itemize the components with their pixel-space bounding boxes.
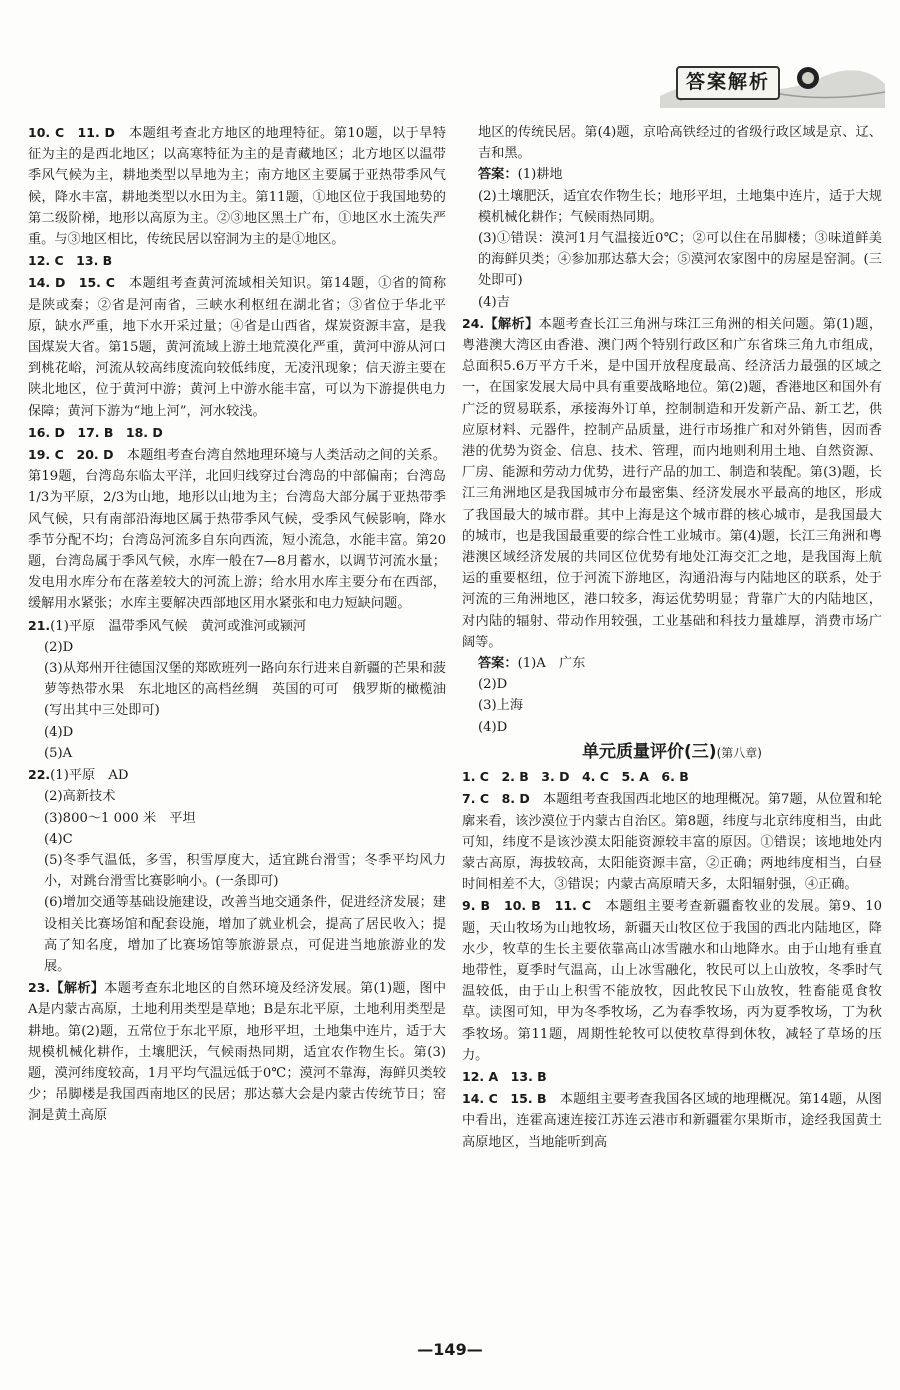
answer-paragraph: [462, 186, 882, 228]
answer-text: 本题考查东北地区的自然环境及经济发展。第(1)题，图中A是内蒙古高原，土地利用类型是草地；B是东北平原，土地利用类型是耕地。第(2)题，五常位于东北平原，地形平坦，土地集中连片，适于大规模机械化耕作，土壤肥沃，气候雨热同期，适宜农作物生长。第(3)题，漠河纬度较高，1月平均气温远低于0℃；漠河不靠海，海鲜贝类较少；吊脚楼是我国西南地区的民居；那达慕大会是内蒙古传统节日；窑洞是黄土高原: [28, 981, 447, 1124]
answer-text: (3)从郑州开往德国汉堡的郑欧班列一路向东行进来自新疆的芒果和菠萝等热带水果 东北地区的高档丝绸 英国的可可 俄罗斯的橄榄油(写出其中三处即可): [44, 661, 446, 719]
question-number: 22.: [28, 767, 51, 783]
answer-paragraph: [28, 637, 446, 658]
answer-text: (4)C: [44, 831, 73, 847]
answer-text: (3)800～1 000 米 平坦: [44, 810, 196, 826]
answer-text: (1)A 广东: [517, 656, 586, 672]
answer-paragraph: [28, 829, 446, 850]
section-title-text: 单元质量评价(三): [582, 741, 717, 762]
answer-paragraph: [462, 674, 882, 695]
answer-paragraph: [28, 764, 446, 786]
question-number: 7. C 8. D: [462, 791, 530, 807]
answer-label: 答案：: [478, 167, 518, 183]
question-number: 19. C 20. D: [28, 447, 114, 463]
answer-text: (2)高新技术: [44, 789, 116, 805]
answer-paragraph: [28, 808, 446, 829]
answer-text: (3)上海: [478, 698, 524, 714]
question-number: 14. D 15. C: [28, 275, 115, 291]
section-title: [462, 742, 882, 764]
answer-paragraph: [462, 788, 882, 895]
answer-paragraph: [28, 122, 446, 250]
answer-paragraph: [462, 313, 882, 653]
answer-text: (4)吉: [478, 294, 510, 310]
answer-label: 答案：: [478, 656, 518, 672]
answer-paragraph: [28, 743, 446, 764]
answer-paragraph: [28, 272, 446, 421]
answer-paragraph: [28, 658, 446, 722]
answer-paragraph: [462, 895, 882, 1066]
answer-text: (1)平原 温带季风气候 黄河或淮河或颍河: [50, 618, 307, 634]
header-title: 答案解析: [676, 66, 780, 100]
answer-paragraph: [28, 615, 446, 637]
left-column: [28, 122, 446, 1127]
answer-paragraph: [462, 1088, 882, 1153]
answer-text: 本题组考查北方地区的地理特征。第10题，以于旱特征为主的是西北地区；以高寒特征为主的是青藏地区；北方地区以温带季风气候为主，耕地类型以旱地为主；南方地区主要属于亚热带季风气候，降水丰富，耕地类型以水田为主。第11题，①地区位于我国地势的第二级阶梯，地形以高原为主。②③地区黑土广布，①地区水土流失严重。与③地区相比，传统民居以窑洞为主的是①地区。: [28, 126, 447, 248]
answer-paragraph: [462, 122, 882, 164]
answer-text: 本题组考查台湾自然地理环境与人类活动之间的关系。第19题，台湾岛东临太平洋，北回归线穿过台湾岛的中部偏南；台湾岛1/3为平原，2/3为山地，地形以山地为主；台湾岛大部分属于亚热带季风气候，只有南部沿海地区属于热带季风气候，受季风气候影响，降水季节分配不均；台湾岛河流多自东向西流，短小流急，水能丰富。第20题，台湾岛属于季风气候，水库一般在7—8月蓄水，以调节河流水量；发电用水库分布在落差较大的河流上游；给水用水库主要分布在西部，缓解用水紧张；水库主要解决西部地区用水紧张和电力短缺问题。: [28, 448, 447, 612]
answer-text: 本题组主要考查新疆畜牧业的发展。第9、10题，天山牧场为山地牧场，新疆天山牧区位于我国的西北内陆地区，降水少，牧草的生长主要依靠高山冰雪融水和山地降水。由于山地有垂直地带性，夏季时气温高，山上冰雪融化，牧民可以上山放牧，冬季时气温较低，由于山上积雪不能放牧，因此牧民下山放牧，牲畜能觅食牧草。读图可知，甲为冬季牧场，乙为春季牧场，丙为夏季牧场，丁为秋季牧场。第11题，周期性轮牧可以使牧草得到休牧，减轻了草场的压力。: [462, 899, 882, 1063]
answer-text: (4)D: [478, 719, 508, 735]
answer-paragraph: [28, 977, 446, 1126]
answer-paragraph: [462, 766, 882, 788]
answer-paragraph: [28, 786, 446, 807]
question-number: 10. C 11. D: [28, 125, 115, 140]
question-number: 21.: [28, 617, 51, 633]
right-column-answers: [462, 122, 882, 738]
answer-text: 本题考查长江三角洲与珠江三角洲的相关问题。第(1)题，粤港澳大湾区由香港、澳门两个特别行政区和广东省珠三角九市组成，总面积5.6万平方千米，是中国开放程度最高、经济活力最强的区域之一，在国家发展大局中具有重要战略地位。第(2)题，香港地区和国外有广泛的贸易联系，承接海外订单，控制制造和开发新产品、新工艺，供应原材料、元器件，控制产品质量，进行市场推广和对外销售，因而香港的优势为资金、信息、技术、管理，而内地则利用土地、自然资源、厂房、能源和劳动力优势，进行产品的加工、制造和装配。第(3)题，长江三角洲地区是我国城市分布最密集、经济发展水平最高的地区，形成了我国最大的城市群。其中上海是这个城市群的核心城市，是我国最大的城市，也是我国最重要的综合性工业城市。第(4)题，长江三角洲和粤港澳区域经济发展的共同区位优势有地处江海交汇之地，是我国海上航运的重要枢纽，位于河流下游地区，沟通沿海与内陆地区的联系，处于河流的三角洲地区，港口较多，海运优势明显；背靠广大的内陆地区，对内陆的辐射、带动作用较强，工业基础和科技力量雄厚，消费市场广阔等。: [462, 316, 883, 650]
question-number: 12. A 13. B: [462, 1068, 547, 1084]
answer-paragraph: [462, 653, 882, 674]
answer-text: (2)D: [44, 639, 74, 655]
right-column-section-answers: [462, 766, 882, 1153]
question-number: 14. C 15. B: [462, 1091, 547, 1107]
answer-text: (2)D: [478, 677, 508, 693]
answer-text: (6)增加交通等基础设施建设，改善当地交通条件，促进经济发展；建设相关比赛场馆和配套设施，增加了就业机会，提高了居民收入；提高了知名度，增加了比赛场馆等旅游景点，可促进当地旅游业的发展。: [44, 895, 446, 974]
answer-text: (4)D: [44, 724, 74, 740]
answer-paragraph: [28, 422, 446, 444]
answer-text: (1)平原 AD: [50, 768, 129, 784]
answer-label: 【解析】: [50, 981, 105, 997]
right-column: [462, 122, 882, 1153]
question-number: 23.: [28, 980, 51, 996]
answer-paragraph: [28, 722, 446, 743]
answer-label: 【解析】: [484, 316, 539, 332]
answer-text: 地区的传统民居。第(4)题，京哈高铁经过的省级行政区域是京、辽、吉和黑。: [478, 125, 882, 162]
answer-paragraph: [462, 228, 882, 292]
answer-paragraph: [462, 292, 882, 313]
question-number: 24.: [462, 315, 485, 331]
answer-text: (5)冬季气温低，多雪，积雪厚度大，适宜跳台滑雪；冬季平均风力小，对跳台滑雪比赛影响小。(一条即可): [44, 852, 446, 890]
answer-paragraph: [28, 850, 446, 892]
answer-paragraph: [28, 250, 446, 272]
page-number: —149—: [417, 1340, 483, 1359]
answer-text: (1)耕地: [517, 167, 563, 183]
answer-paragraph: [28, 892, 446, 977]
answer-text: 本题组主要考查我国各区域的地理概况。第14题，从图中看出，连霍高速连接江苏连云港市和新疆霍尔果斯市，途经我国黄土高原地区，当地能听到高: [462, 1092, 882, 1150]
answer-text: (5)A: [44, 745, 73, 761]
answer-paragraph: [462, 1066, 882, 1088]
question-number: 1. C 2. B 3. D 4. C 5. A 6. B: [462, 769, 689, 785]
answer-text: (2)土壤肥沃，适宜农作物生长；地形平坦，土地集中连片，适于大规模机械化耕作；气候雨热同期。: [478, 188, 882, 225]
answer-paragraph: [462, 695, 882, 716]
answer-text: 本题组考查我国西北地区的地理概况。第7题，从位置和轮廓来看，该沙漠位于内蒙古自治区。第8题，纬度与北京纬度相当，由此可知，纬度不是该沙漠太阳能资源较丰富的原因。①错误；该地地处内蒙古高原，海拔较高，太阳能资源丰富，②正确；两地纬度相当，白昼时间相差不大，③错误；内蒙古高原晴天多，太阳辐射强，④正确。: [462, 792, 882, 893]
answer-paragraph: [462, 164, 882, 185]
answer-text: (3)①错误：漠河1月气温接近0℃；②可以住在吊脚楼；③味道鲜美的海鲜贝类；④参加那达慕大会；⑤漠河农家图中的房屋是窑洞。(三处即可): [478, 231, 882, 289]
section-subtitle: (第八章): [716, 745, 762, 760]
answer-paragraph: [462, 717, 882, 738]
question-number: 16. D 17. B 18. D: [28, 424, 163, 440]
answer-text: 本题组考查黄河流域相关知识。第14题，①省的简称是陕或秦；②省是河南省，三峡水利枢纽在湖北省；③省位于华北平原，缺水严重，地下水开采过量；④省是山西省，煤炭资源丰富，是我国煤炭大省。第15题，黄河流域上游土地荒漠化严重，黄河中游从河口到桃花峪，河流从较高纬度流向较低纬度，无凌汛现象；信天游主要在陕北地区，位于黄河中游；黄河上中游水能丰富，可以为下游提供电力保障；黄河下游为“地上河”，河水较浅。: [28, 276, 447, 419]
answer-paragraph: [28, 444, 446, 615]
question-number: 9. B 10. B 11. C: [462, 898, 592, 914]
question-number: 12. C 13. B: [28, 253, 113, 269]
